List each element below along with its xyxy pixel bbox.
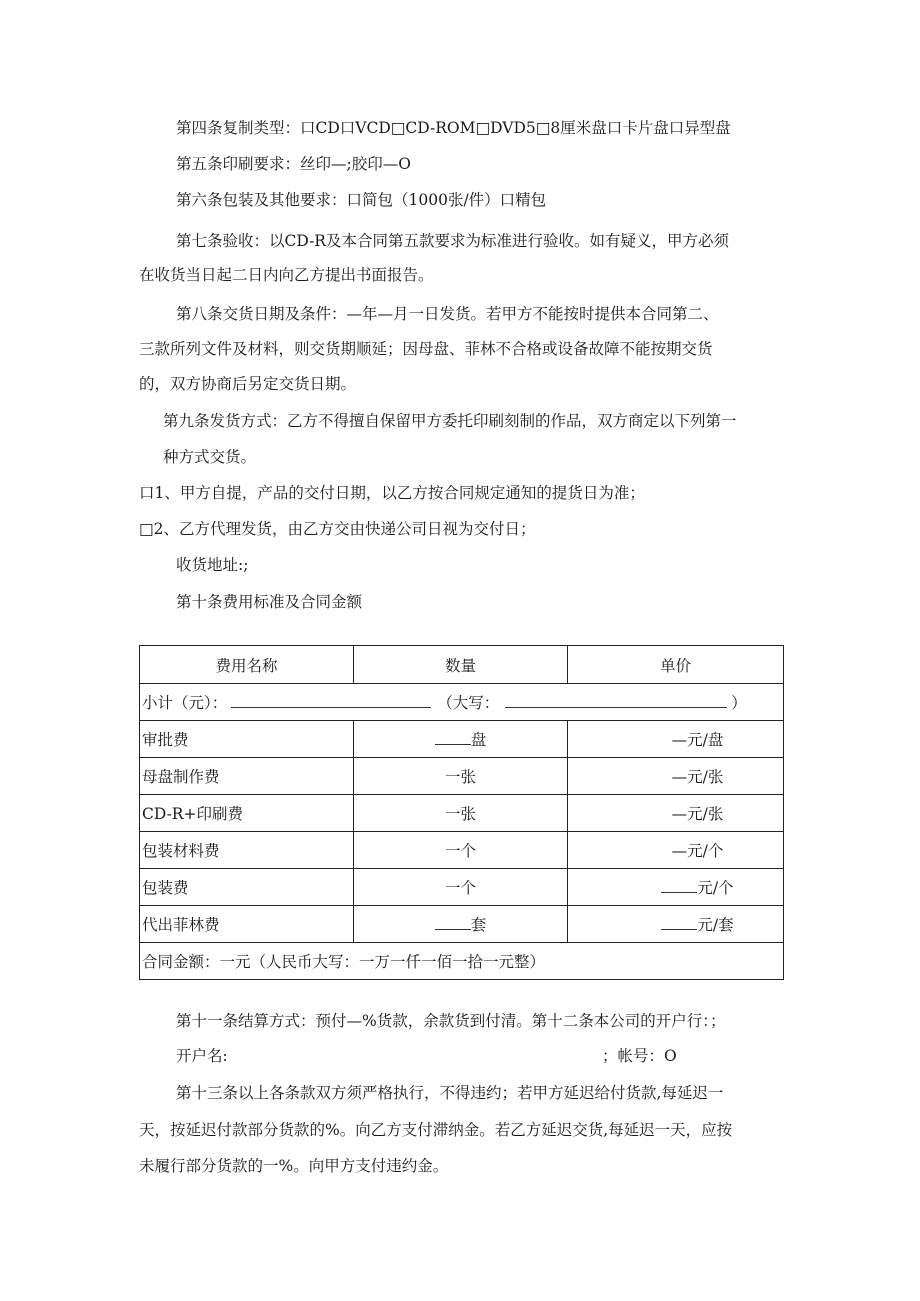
table-row xyxy=(140,832,784,869)
fee-name-cell: 母盘制作费 xyxy=(140,758,354,795)
subtotal-close: ） xyxy=(731,694,747,712)
delivery-address: 收货地址:; xyxy=(176,556,249,574)
quantity-unit: 盘 xyxy=(470,731,487,749)
article-8-line-3: 的，双方协商后另定交货日期。 xyxy=(139,375,357,393)
quantity-blank xyxy=(435,730,471,745)
price-blank xyxy=(661,915,697,930)
table-row xyxy=(140,869,784,906)
article-9-line-1: 第九条发货方式：乙方不得擅自保留甲方委托印刷刻制的作品，双方商定以下列第一 xyxy=(163,412,737,430)
article-13-line-2: 天，按延迟付款部分货款的%。向乙方支付滞纳金。若乙方延迟交货,每延迟一天，应按 xyxy=(139,1121,733,1139)
fee-name-cell: 包装费 xyxy=(140,869,354,906)
article-4: 第四条复制类型：口CD口VCD□CD-ROM□DVD5□8厘米盘口卡片盘口异型盘 xyxy=(176,119,731,137)
price-blank xyxy=(661,878,697,893)
quantity-cell: 一张 xyxy=(354,795,568,832)
quantity-blank xyxy=(435,915,471,930)
quantity-unit: 套 xyxy=(470,916,487,934)
unit-price-cell xyxy=(568,906,784,943)
price-unit: 元/个 xyxy=(697,879,734,897)
article-5: 第五条印刷要求：丝印—;胶印—O xyxy=(176,155,411,173)
fee-name-cell: 代出菲林费 xyxy=(140,906,354,943)
article-8-line-2: 三款所列文件及材料，则交货期顺延；因母盘、菲林不合格或设备故障不能按期交货 xyxy=(139,340,713,358)
account-number: ；帐号：O xyxy=(602,1047,677,1065)
delivery-option-1: 口1、甲方自提，产品的交付日期，以乙方按合同规定通知的提货日为准； xyxy=(139,484,645,502)
article-7-line-2: 在收货当日起二日内向乙方提出书面报告。 xyxy=(139,266,434,284)
quantity-cell xyxy=(354,906,568,943)
article-13-line-1: 第十三条以上各条款双方须严格执行，不得违约；若甲方延迟给付货款,每延迟一 xyxy=(176,1084,724,1102)
table-row xyxy=(140,906,784,943)
article-9-line-2: 种方式交货。 xyxy=(163,448,257,466)
article-10-title: 第十条费用标准及合同金额 xyxy=(176,593,363,611)
quantity-cell: 一个 xyxy=(354,869,568,906)
unit-price-cell: —元/盘 xyxy=(568,721,784,758)
subtotal-daxie-label: （大写： xyxy=(437,694,500,712)
article-11: 第十一条结算方式：预付—%货款，余款货到付清。第十二条本公司的开户行：； xyxy=(176,1012,726,1030)
quantity-cell xyxy=(354,721,568,758)
article-13-line-3: 未履行部分货款的一%。向甲方支付违约金。 xyxy=(139,1157,449,1175)
subtotal-daxie-blank xyxy=(505,693,727,708)
article-6: 第六条包装及其他要求：口简包（1000张/件）口精包 xyxy=(176,191,547,209)
subtotal-row xyxy=(140,684,784,721)
header-fee-name: 费用名称 xyxy=(140,646,354,684)
fee-name-cell: CD-R+印刷费 xyxy=(140,795,354,832)
header-unit-price: 单价 xyxy=(568,646,784,684)
unit-price-cell: —元/张 xyxy=(568,758,784,795)
unit-price-cell xyxy=(568,869,784,906)
unit-price-cell: —元/个 xyxy=(568,832,784,869)
subtotal-blank xyxy=(231,693,431,708)
delivery-option-2: □2、乙方代理发货，由乙方交由快递公司日视为交付日； xyxy=(139,520,536,538)
contract-total: 合同金额：一元（人民币大写：一万一仟一佰一拾一元整） xyxy=(140,943,784,980)
fee-name-cell: 审批费 xyxy=(140,721,354,758)
table-row xyxy=(140,721,784,758)
table-row xyxy=(140,758,784,795)
account-name: 开户名: xyxy=(176,1047,228,1065)
quantity-cell: 一个 xyxy=(354,832,568,869)
subtotal-label: 小计（元）： xyxy=(142,694,228,712)
unit-price-cell: —元/张 xyxy=(568,795,784,832)
price-unit: 元/套 xyxy=(697,916,734,934)
total-row xyxy=(140,943,784,980)
table-row xyxy=(140,795,784,832)
header-quantity: 数量 xyxy=(354,646,568,684)
quantity-cell: 一张 xyxy=(354,758,568,795)
article-8-line-1: 第八条交货日期及条件：—年—月一日发货。若甲方不能按时提供本合同第二、 xyxy=(176,305,719,323)
fee-table-header xyxy=(140,646,784,684)
fee-name-cell: 包装材料费 xyxy=(140,832,354,869)
fee-table xyxy=(139,645,784,980)
article-7-line-1: 第七条验收：以CD-R及本合同第五款要求为标准进行验收。如有疑义，甲方必须 xyxy=(176,232,729,250)
